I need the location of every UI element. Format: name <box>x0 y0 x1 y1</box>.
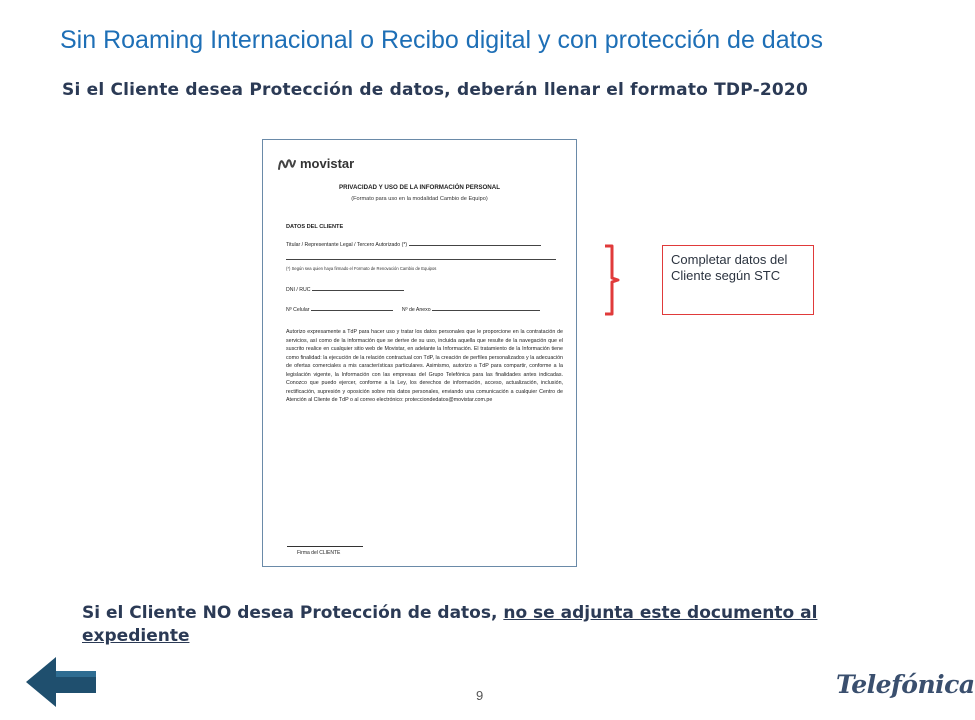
slide-title: Sin Roaming Internacional o Recibo digital y con protección de datos <box>60 26 823 54</box>
field-titular-blank <box>409 241 541 246</box>
telefonica-logo: Telefónica <box>836 670 975 699</box>
form-document-preview <box>262 139 577 567</box>
callout-text: Completar datos del Cliente según STC <box>671 252 788 283</box>
field-anexo-blank <box>432 306 540 311</box>
movistar-logo <box>277 156 354 171</box>
signature-label: Firma del CLIENTE <box>297 550 341 556</box>
callout-box <box>662 245 814 315</box>
form-footnote: (*) Según sea quien haya firmado el Formato de Renovación Cambio de Equipos <box>286 266 437 271</box>
field-celular <box>286 306 540 313</box>
field-titular-rule <box>286 259 556 260</box>
logo-text: movistar <box>300 156 355 171</box>
field-celular-blank <box>311 306 393 311</box>
consent-paragraph: Autorizo expresamente a TdP para hacer uso y tratar los datos personales que le proporcione en la contratación de servicios, así como de la información que se derive de su uso, incluida aquella que resulte de la navegación que el suscrito realice en cualquier sitio web de Movistar, en adelante la Información. El tratamiento de la Información tiene como finalidad: la ejecución de la relación contractual con TdP, la creación de perfiles personalizados y la adecuación de ofertas comerciales a mis características particulares. Asimismo, autorizo a TdP para compartir, conforme a la legislación vigente, la Información con las empresas del Grupo Telefónica para las finalidades antes indicadas. Conozco que puedo ejercer, conforme a la Ley, los derechos de información, acceso, actualización, inclusión, rectificación, supresión y oposición sobre mis datos personales, enviando una comunicación a cualquier Centro de Atención al Cliente de TdP o al correo electrónico: protecciondedatos@movistar.com.pe <box>286 329 563 403</box>
bottom-note-prefix: Si el Cliente NO desea Protección de datos, <box>82 603 504 623</box>
form-section-title: DATOS DEL CLIENTE <box>286 224 344 230</box>
page-number: 9 <box>476 688 484 703</box>
field-dni-label: DNI / RUC <box>286 287 311 293</box>
bracket-icon <box>600 244 620 316</box>
field-dni <box>286 286 404 293</box>
form-subheading: (Formato para uso en la modalidad Cambio de Equipo) <box>351 196 488 202</box>
movistar-m-icon <box>277 157 297 171</box>
bottom-note <box>82 602 882 648</box>
field-titular-label: Titular / Representante Legal / Tercero Autorizado (*) <box>286 242 408 248</box>
signature-line <box>287 546 363 547</box>
field-dni-blank <box>312 286 404 291</box>
field-titular <box>286 241 541 248</box>
field-anexo-label: Nº de Anexo <box>401 307 431 313</box>
back-arrow-icon[interactable] <box>26 657 96 707</box>
slide-subtitle: Si el Cliente desea Protección de datos, deberán llenar el formato TDP-2020 <box>62 80 808 100</box>
bottom-note-underlined: no se adjunta este documento al expediente <box>82 603 818 646</box>
field-celular-label: Nº Celular <box>286 307 310 313</box>
form-heading: PRIVACIDAD Y USO DE LA INFORMACIÓN PERSONAL <box>338 184 500 191</box>
